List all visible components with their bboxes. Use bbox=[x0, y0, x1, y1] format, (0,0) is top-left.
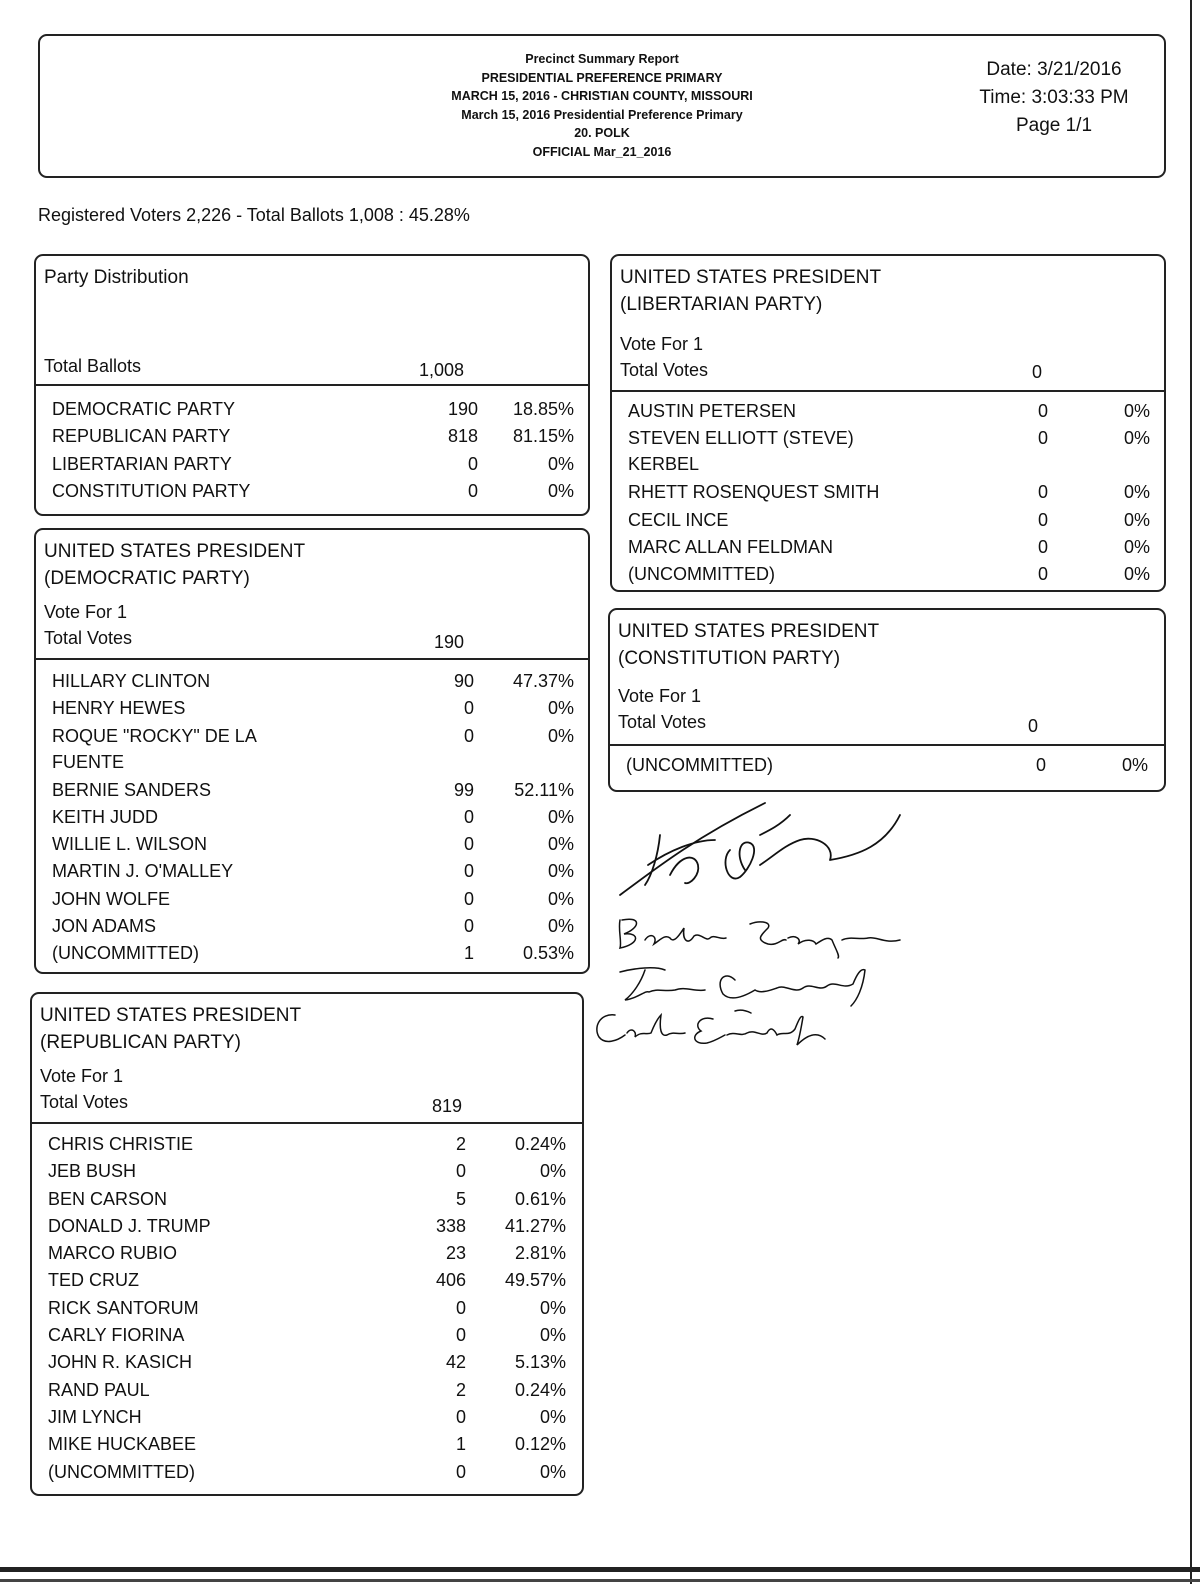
table-row bbox=[52, 423, 574, 450]
row-votes: 0 bbox=[1037, 482, 1048, 503]
contest-title: UNITED STATES PRESIDENT bbox=[40, 1005, 302, 1026]
row-votes: 1 bbox=[455, 1434, 466, 1455]
row-percent: 0% bbox=[1123, 482, 1150, 503]
row-percent: 0% bbox=[547, 698, 574, 719]
row-percent: 0% bbox=[1123, 564, 1150, 585]
box-title bbox=[620, 264, 881, 318]
table-row bbox=[48, 1322, 566, 1349]
row-percent: 41.27% bbox=[504, 1215, 566, 1236]
candidate-rows bbox=[628, 398, 1150, 588]
total-votes-value: 190 bbox=[433, 632, 464, 652]
row-votes: 0 bbox=[455, 1161, 466, 1182]
row-votes: 338 bbox=[435, 1215, 466, 1236]
row-votes: 23 bbox=[445, 1243, 466, 1264]
libertarian-box bbox=[610, 254, 1166, 592]
row-percent: 47.37% bbox=[512, 671, 574, 691]
row-votes: 0 bbox=[463, 725, 474, 746]
row-votes: 0 bbox=[463, 916, 474, 937]
candidate-rows bbox=[48, 1131, 566, 1486]
row-votes: 2 bbox=[455, 1379, 466, 1400]
divider bbox=[610, 744, 1164, 746]
row-percent: 0% bbox=[539, 1406, 566, 1427]
row-percent: 0% bbox=[1123, 536, 1150, 557]
row-percent: 0% bbox=[547, 806, 574, 827]
total-votes-label: Total Votes bbox=[618, 712, 707, 732]
row-percent: 0.61% bbox=[514, 1188, 566, 1209]
box-title: Party Distribution bbox=[44, 267, 189, 288]
table-row bbox=[48, 1240, 566, 1267]
table-row bbox=[628, 425, 1150, 479]
election-name: PRESIDENTIAL PREFERENCE PRIMARY bbox=[481, 70, 723, 85]
table-row bbox=[52, 777, 574, 804]
row-name: STEVEN ELLIOTT (STEVE) KERBEL bbox=[628, 428, 854, 475]
row-percent: 0% bbox=[547, 834, 574, 855]
row-name: HENRY HEWES bbox=[52, 698, 186, 719]
row-name: JON ADAMS bbox=[52, 916, 157, 937]
signature-scribble bbox=[600, 795, 920, 905]
row-votes: 1 bbox=[463, 943, 474, 964]
box-title bbox=[40, 1002, 301, 1056]
row-votes: 0 bbox=[455, 1297, 466, 1318]
row-votes: 818 bbox=[447, 426, 478, 447]
table-row bbox=[52, 940, 574, 967]
contest-title: UNITED STATES PRESIDENT bbox=[618, 621, 880, 642]
row-votes: 0 bbox=[463, 888, 474, 909]
row-percent: 0% bbox=[539, 1325, 566, 1346]
row-name: CHRIS CHRISTIE bbox=[48, 1134, 194, 1154]
row-name: ROQUE "ROCKY" DE LA FUENTE bbox=[52, 725, 256, 772]
page-number: Page 1/1 bbox=[1015, 115, 1093, 136]
row-name: DEMOCRATIC PARTY bbox=[52, 399, 236, 419]
signature-carla-essick bbox=[585, 1005, 855, 1053]
table-row bbox=[48, 1349, 566, 1376]
row-percent: 18.85% bbox=[512, 399, 574, 419]
row-name: MARCO RUBIO bbox=[48, 1243, 178, 1264]
table-row bbox=[48, 1213, 566, 1240]
party-subtitle: (LIBERTARIAN PARTY) bbox=[620, 294, 823, 315]
row-percent: 0.12% bbox=[514, 1434, 566, 1455]
box-title bbox=[44, 538, 305, 592]
row-name: KEITH JUDD bbox=[52, 806, 159, 827]
table-row bbox=[52, 668, 574, 695]
vote-for-label: Vote For 1 bbox=[620, 334, 704, 354]
row-percent: 81.15% bbox=[512, 426, 574, 447]
row-name: (UNCOMMITTED) bbox=[52, 943, 199, 964]
row-percent: 0% bbox=[539, 1297, 566, 1318]
table-row bbox=[626, 752, 1148, 779]
table-row bbox=[52, 831, 574, 858]
table-row bbox=[52, 858, 574, 885]
table-row bbox=[48, 1431, 566, 1458]
republican-box bbox=[30, 992, 584, 1496]
row-votes: 406 bbox=[435, 1270, 466, 1291]
signature-susan-russell bbox=[605, 960, 885, 1008]
row-name: JOHN R. KASICH bbox=[48, 1352, 193, 1373]
row-name: CONSTITUTION PARTY bbox=[52, 480, 251, 501]
table-row bbox=[48, 1131, 566, 1158]
row-percent: 0.53% bbox=[522, 943, 574, 964]
row-name: DONALD J. TRUMP bbox=[48, 1215, 211, 1236]
report-date: Date: 3/21/2016 bbox=[986, 59, 1122, 80]
election-description: March 15, 2016 Presidential Preference Primary bbox=[461, 107, 743, 122]
row-votes: 190 bbox=[447, 399, 478, 419]
row-percent: 0% bbox=[1123, 509, 1150, 530]
row-votes: 0 bbox=[455, 1325, 466, 1346]
table-row bbox=[48, 1295, 566, 1322]
row-name: RICK SANTORUM bbox=[48, 1297, 199, 1318]
row-name: REPUBLICAN PARTY bbox=[52, 426, 231, 447]
row-votes: 0 bbox=[1037, 536, 1048, 557]
row-percent: 49.57% bbox=[504, 1270, 566, 1291]
row-votes: 0 bbox=[1037, 564, 1048, 585]
row-name: HILLARY CLINTON bbox=[52, 671, 211, 691]
row-percent: 5.13% bbox=[514, 1352, 566, 1373]
row-name: MIKE HUCKABEE bbox=[48, 1434, 197, 1455]
report-header bbox=[38, 34, 1166, 178]
row-percent: 0% bbox=[539, 1461, 566, 1482]
row-name: AUSTIN PETERSEN bbox=[628, 401, 797, 421]
row-name: LIBERTARIAN PARTY bbox=[52, 453, 232, 474]
row-percent: 0% bbox=[547, 725, 574, 746]
row-percent: 0% bbox=[1121, 755, 1148, 775]
row-name: BERNIE SANDERS bbox=[52, 779, 212, 800]
party-distribution-box bbox=[34, 254, 590, 516]
page-edge-right bbox=[1190, 0, 1192, 1584]
election-date-county: MARCH 15, 2016 - CHRISTIAN COUNTY, MISSOURI bbox=[451, 89, 753, 103]
total-votes-label: Total Votes bbox=[44, 628, 133, 648]
row-percent: 0.24% bbox=[514, 1134, 566, 1154]
row-votes: 0 bbox=[1037, 509, 1048, 530]
row-name: JOHN WOLFE bbox=[52, 888, 171, 909]
row-votes: 0 bbox=[463, 806, 474, 827]
row-votes: 0 bbox=[1037, 428, 1048, 449]
vote-for-label: Vote For 1 bbox=[40, 1066, 124, 1086]
democratic-box bbox=[34, 528, 590, 974]
table-row bbox=[48, 1377, 566, 1404]
table-row bbox=[48, 1267, 566, 1294]
row-percent: 0% bbox=[1123, 428, 1150, 449]
table-row bbox=[628, 561, 1150, 588]
divider bbox=[32, 1122, 582, 1124]
party-rows bbox=[52, 396, 574, 505]
report-time: Time: 3:03:33 PM bbox=[979, 87, 1129, 108]
divider bbox=[36, 658, 588, 660]
table-row bbox=[628, 398, 1150, 425]
table-row bbox=[52, 723, 574, 777]
row-name: JIM LYNCH bbox=[48, 1406, 142, 1427]
row-name: WILLIE L. WILSON bbox=[52, 834, 208, 855]
precinct-name: 20. POLK bbox=[574, 126, 630, 140]
row-votes: 0 bbox=[1035, 755, 1046, 775]
row-votes: 0 bbox=[1037, 401, 1048, 421]
table-row bbox=[628, 507, 1150, 534]
page-edge-bottom bbox=[0, 1567, 1200, 1572]
row-percent: 0% bbox=[547, 861, 574, 882]
row-name: BEN CARSON bbox=[48, 1188, 168, 1209]
row-name: (UNCOMMITTED) bbox=[628, 564, 775, 585]
row-name: (UNCOMMITTED) bbox=[48, 1461, 195, 1482]
table-row bbox=[48, 1404, 566, 1431]
table-row bbox=[628, 479, 1150, 506]
box-title bbox=[618, 618, 879, 672]
row-votes: 0 bbox=[463, 861, 474, 882]
row-percent: 52.11% bbox=[514, 779, 574, 800]
row-votes: 5 bbox=[455, 1188, 466, 1209]
row-percent: 0% bbox=[547, 888, 574, 909]
row-percent: 0% bbox=[539, 1161, 566, 1182]
constitution-box bbox=[608, 608, 1166, 792]
page-edge-bottom-line bbox=[0, 1579, 1200, 1582]
table-row bbox=[628, 534, 1150, 561]
registered-voters-line: Registered Voters 2,226 - Total Ballots 1,008 : 45.28% bbox=[38, 205, 470, 225]
vote-for-label: Vote For 1 bbox=[618, 686, 702, 706]
row-percent: 0.24% bbox=[514, 1379, 566, 1400]
divider bbox=[612, 390, 1164, 392]
table-row bbox=[52, 451, 574, 478]
signature-barbara-hooper bbox=[610, 910, 910, 960]
total-votes-value: 0 bbox=[1027, 716, 1038, 736]
candidate-rows bbox=[626, 752, 1148, 779]
table-row bbox=[48, 1459, 566, 1486]
candidate-rows bbox=[52, 668, 574, 968]
party-subtitle: (DEMOCRATIC PARTY) bbox=[44, 568, 250, 589]
header-meta bbox=[954, 56, 1154, 140]
table-row bbox=[48, 1158, 566, 1185]
table-row bbox=[52, 478, 574, 505]
total-votes-label: Total Votes bbox=[40, 1092, 129, 1112]
row-votes: 42 bbox=[445, 1352, 466, 1373]
total-votes-value: 819 bbox=[431, 1096, 462, 1116]
table-row bbox=[52, 695, 574, 722]
row-percent: 0% bbox=[547, 480, 574, 501]
row-name: TED CRUZ bbox=[48, 1270, 139, 1291]
table-row bbox=[48, 1186, 566, 1213]
row-votes: 0 bbox=[455, 1461, 466, 1482]
table-row bbox=[52, 913, 574, 940]
row-name: RAND PAUL bbox=[48, 1379, 150, 1400]
official-status: OFFICIAL Mar_21_2016 bbox=[532, 144, 672, 159]
table-row bbox=[52, 396, 574, 423]
total-votes-value: 0 bbox=[1031, 362, 1042, 382]
contest-title: UNITED STATES PRESIDENT bbox=[620, 267, 882, 288]
row-percent: 0% bbox=[1123, 401, 1150, 421]
row-name: MARC ALLAN FELDMAN bbox=[628, 536, 834, 557]
row-name: MARTIN J. O'MALLEY bbox=[52, 861, 234, 882]
table-row bbox=[52, 804, 574, 831]
row-name: CARLY FIORINA bbox=[48, 1325, 185, 1346]
row-votes: 0 bbox=[463, 698, 474, 719]
vote-for-label: Vote For 1 bbox=[44, 602, 128, 622]
row-votes: 2 bbox=[455, 1134, 466, 1154]
table-row bbox=[52, 886, 574, 913]
contest-title: UNITED STATES PRESIDENT bbox=[44, 541, 306, 562]
row-name: RHETT ROSENQUEST SMITH bbox=[628, 482, 880, 503]
row-percent: 0% bbox=[547, 453, 574, 474]
row-percent: 0% bbox=[547, 916, 574, 937]
total-ballots-value: 1,008 bbox=[418, 360, 464, 380]
total-votes-label: Total Votes bbox=[620, 360, 709, 380]
row-votes: 0 bbox=[467, 480, 478, 501]
row-votes: 0 bbox=[463, 834, 474, 855]
row-votes: 0 bbox=[455, 1406, 466, 1427]
row-percent: 2.81% bbox=[514, 1243, 566, 1264]
row-name: JEB BUSH bbox=[48, 1161, 137, 1182]
row-votes: 90 bbox=[453, 671, 474, 691]
row-votes: 0 bbox=[467, 453, 478, 474]
row-votes: 99 bbox=[453, 779, 474, 800]
party-subtitle: (REPUBLICAN PARTY) bbox=[40, 1032, 241, 1053]
party-subtitle: (CONSTITUTION PARTY) bbox=[618, 648, 841, 669]
divider bbox=[36, 384, 588, 386]
row-name: (UNCOMMITTED) bbox=[626, 755, 773, 775]
total-ballots-label: Total Ballots bbox=[44, 356, 142, 376]
row-name: CECIL INCE bbox=[628, 509, 729, 530]
report-type: Precinct Summary Report bbox=[525, 52, 679, 66]
